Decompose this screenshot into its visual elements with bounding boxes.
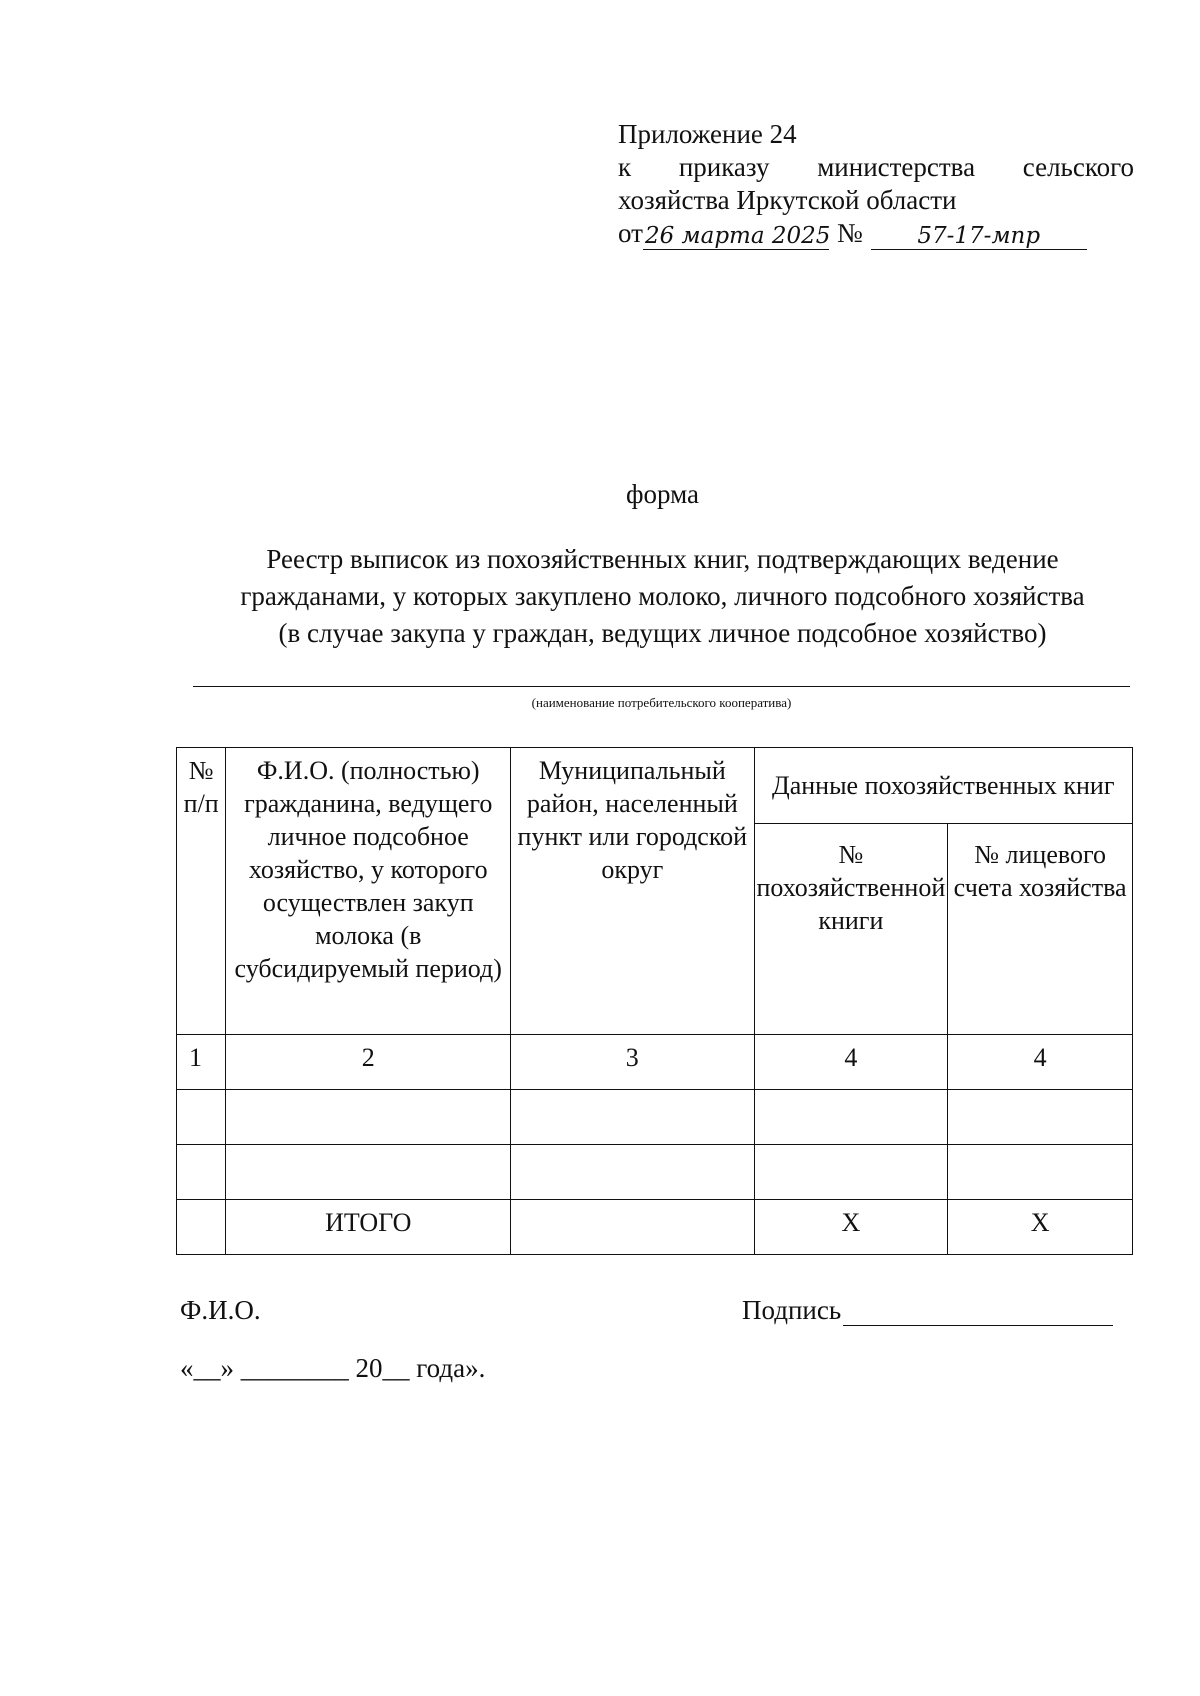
- signature-block: [742, 1295, 1113, 1326]
- table-cell: [226, 1090, 511, 1145]
- handwritten-date: 26 марта 2025: [644, 223, 831, 249]
- number-label: №: [836, 218, 863, 248]
- table-cell: Х: [948, 1200, 1133, 1255]
- cooperative-name-caption: (наименование потребительского кооператива): [531, 695, 792, 710]
- cooperative-name-line: [193, 686, 1130, 687]
- registry-table: [176, 747, 1133, 1255]
- appendix-ministry: хозяйства Иркутской области: [618, 185, 957, 215]
- table-row: [177, 1090, 1133, 1145]
- appendix-word: к: [618, 152, 632, 182]
- table-cell: [177, 1200, 226, 1255]
- from-label: от: [618, 218, 643, 248]
- signature-label: Подпись: [742, 1295, 842, 1325]
- header-full-name: Ф.И.О. (полностью) гражданина, ведущего личное подсобное хозяйство, у которого осуществлен закуп молока (в субсидируемый период): [226, 748, 511, 1035]
- title-line: (в случае закупа у граждан, ведущих личное подсобное хозяйство): [278, 618, 1047, 648]
- table-cell: 4: [948, 1035, 1133, 1090]
- title-line: Реестр выписок из похозяйственных книг, подтверждающих ведение: [266, 544, 1059, 574]
- appendix-word: министерства: [817, 152, 976, 182]
- table-row: [177, 1145, 1133, 1200]
- table-cell: [754, 1145, 948, 1200]
- table-row-total: [177, 1200, 1133, 1255]
- table-cell: 3: [511, 1035, 754, 1090]
- appendix-word: приказу: [678, 152, 770, 182]
- appendix-number: Приложение 24: [618, 119, 797, 149]
- header-personal-account-number: № лицевого счета хозяйства: [948, 824, 1133, 1035]
- table-cell: [511, 1145, 754, 1200]
- signature-blank-line: [843, 1299, 1113, 1326]
- table-cell: Х: [754, 1200, 948, 1255]
- table-cell: [226, 1145, 511, 1200]
- table-cell: 4: [754, 1035, 948, 1090]
- appendix-word: сельского: [1022, 152, 1134, 182]
- document-title: [200, 541, 1125, 652]
- title-line: гражданами, у которых закуплено молоко, личного подсобного хозяйства: [240, 581, 1085, 611]
- form-label: форма: [626, 479, 699, 509]
- table-cell: [754, 1090, 948, 1145]
- signature-fio-label: Ф.И.О.: [180, 1295, 261, 1325]
- header-household-book-number: № похозяйственной книги: [754, 824, 948, 1035]
- table-row-index: [177, 1035, 1133, 1090]
- table-cell: 1: [177, 1035, 226, 1090]
- table-cell: [948, 1145, 1133, 1200]
- table-cell: [177, 1145, 226, 1200]
- table-cell: [511, 1200, 754, 1255]
- header-row-number: № п/п: [177, 748, 226, 1035]
- appendix-order-line: [618, 151, 1134, 184]
- header-household-books-group: Данные похозяйственных книг: [754, 748, 1133, 824]
- table-cell: 2: [226, 1035, 511, 1090]
- appendix-date-number-line: [618, 217, 1134, 250]
- appendix-header: [618, 118, 1134, 250]
- handwritten-number: 57-17-мпр: [871, 223, 1087, 250]
- total-label: ИТОГО: [226, 1200, 511, 1255]
- signature-date-line: «__» ________ 20__ года».: [180, 1353, 486, 1383]
- table-cell: [511, 1090, 754, 1145]
- header-municipality: Муниципальный район, населенный пункт или городской округ: [511, 748, 754, 1035]
- table-cell: [948, 1090, 1133, 1145]
- table-cell: [177, 1090, 226, 1145]
